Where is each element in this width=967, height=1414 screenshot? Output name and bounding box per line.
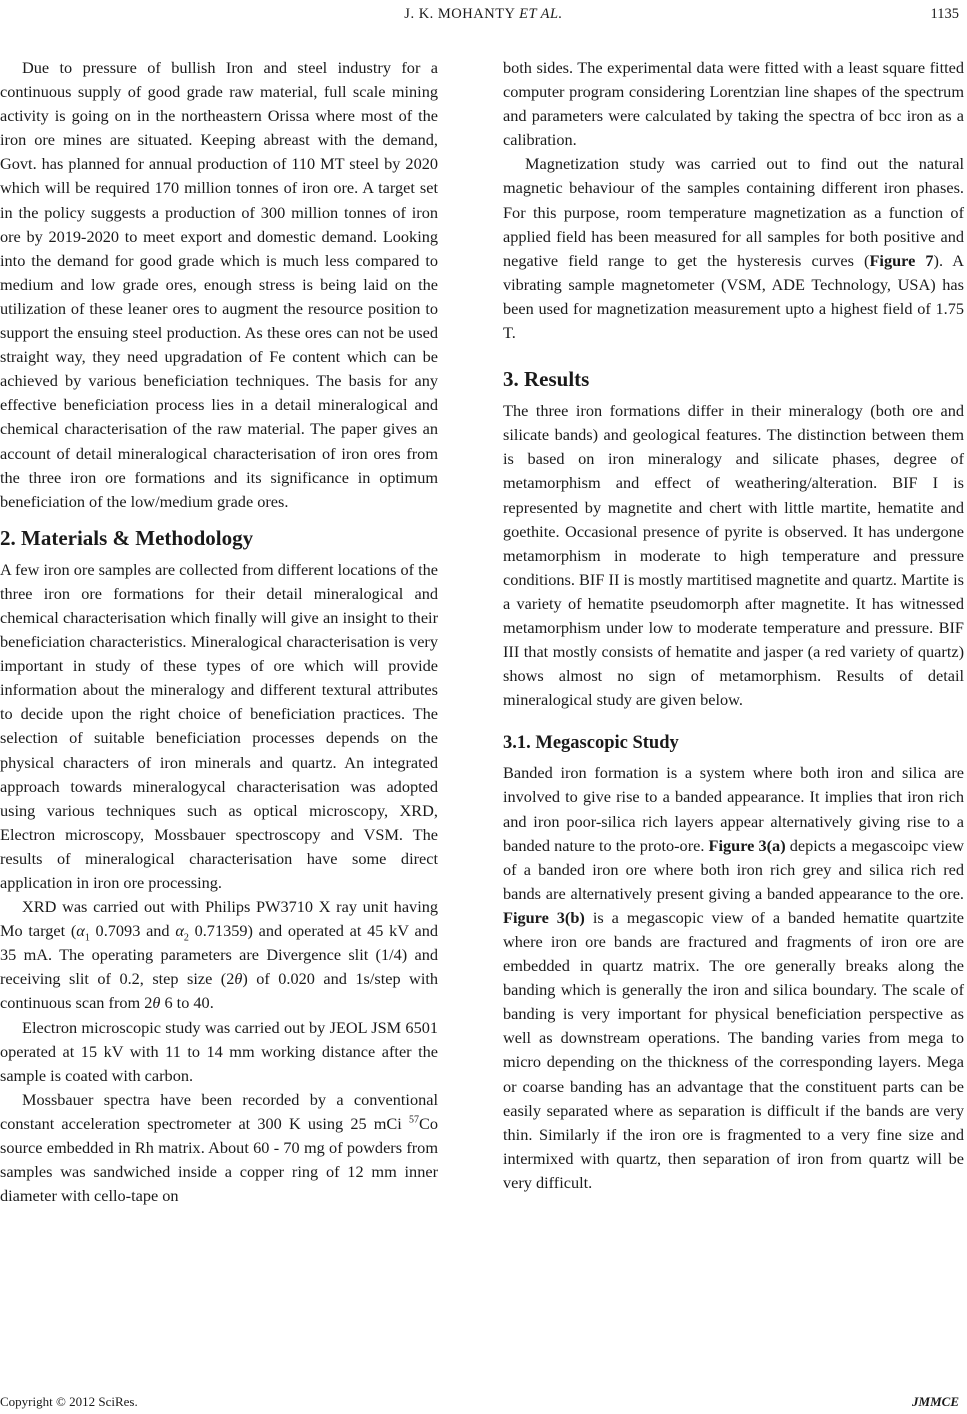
- header-et-al: ET AL.: [519, 6, 563, 22]
- figure-3b-reference: Figure 3(b): [503, 907, 585, 927]
- results-paragraph: The three iron formations differ in their mineralogy (both ore and silicate bands) and geological features. The distinction between them is based on iron mineralogy and silicate phases, degree of metamorphism and effect of weathering/alteration. BIF I is represented by magnetite and chert with little martite, hematite and goethite. Occasional presence of pyrite is observed. It has undergone metamorphism in moderate to high temperature and pressure conditions. BIF II is mostly martitised magnetite and quartz. Martite is a variety of hematite pseudomorph after magnetite. It has witnessed metamorphism under low to moderate temperature and pressure. BIF III that mostly consists of hematite and jasper (a red variety of quartz) shows almost no sign of metamorphism. Results of detail mineralogical study are given below.: [503, 401, 964, 710]
- mossbauer-paragraph: Mossbauer spectra have been recorded by a conventional constant acceleration spectrometer at 300 K using 25 mCi $^{57}$Co source embedded in Rh matrix. About 60 - 70 mg of powders from samples was sandwiched inside a copper ring of 12 mm inner diameter with cello-tape on: [0, 1089, 438, 1206]
- header-author: J. K. MOHANTY: [404, 6, 515, 22]
- running-header: [0, 6, 967, 23]
- figure-3a-reference: Figure 3(a): [708, 835, 786, 855]
- section-heading-methodology: 2. Materials & Methodology: [0, 525, 254, 550]
- mossbauer-continued-paragraph: both sides. The experimental data were fitted with a least square fitted computer program considering Lorentzian line shapes of the spectrum and parameters were calculated by taking the spectra of bcc iron as a calibration.: [503, 58, 964, 150]
- xrd-paragraph: XRD was carried out with Philips PW3710 X ray unit having Mo target ($\alpha_1$ 0.7093 and $\alpha_2$ 0.71359) and operated at 45 kV and 35 mA. The operating parameters are Divergence slit (1/4) and receiving slit of 0.2, step size (2θ) of 0.020 and 1s/step with continuous scan from 2θ 6 to 40.: [0, 897, 439, 1013]
- methodology-paragraph: A few iron ore samples are collected from different locations of the three iron ore formations for their detail mineralogical and chemical characterisation which finally will give an insight to their beneficiation characteristics. Mineralogical characterisation is very important in study of these types of ore which will provide information about the mineralogy and different textural attributes to decide upon the right choice of beneficiation practices. The selection of suitable beneficiation processes depends on the physical characters of iron minerals and quartz. An integrated approach towards mineralogycal characterisation was adopted using various techniques such as optical microscopy, XRD, Electron microscopy, Mossbauer spectroscopy and VSM. The results of mineralogical characterisation have some direct application in iron ore processing.: [0, 559, 438, 892]
- footer-journal: JMMCE: [912, 1394, 959, 1409]
- intro-paragraph: Due to pressure of bullish Iron and steel industry for a continuous supply of good grade raw material, full scale mining activity is going on in the northeastern Orissa where most of the iron ore mines are situated. Keeping abreast with the demand, Govt. has planned for annual production of 110 MT steel by 2020 which will be required 170 million tonnes of iron ore. A target set in the policy suggests a production of 300 million tonnes of iron ore by 2019-2020 to meet export and domestic demand. Looking into the demand for good grade which is much less compared to medium and low grade ores, enough stress is being laid on the utilization of these leaner ores to augment the resource position to support the ensuing steel production. As these ores can not be used straight way, they need upgradation of Fe content which can be achieved by various beneficiation techniques. The basis for any effective beneficiation process lies in a detail mineralogical and chemical characterisation of the raw material. The paper gives an account of detail mineralogical characterisation of iron ores from the three iron ore formations and its significance in optimum beneficiation of the low/medium grade ores.: [0, 58, 438, 511]
- page-number: 1135: [930, 6, 959, 22]
- magnetization-paragraph: Magnetization study was carried out to find out the natural magnetic behaviour of the samples containing different iron phases. For this purpose, room temperature magnetization as a function of applied field has been measured for all samples for both positive and negative field range to get the hysteresis curves (Figure 7). A vibrating sample magnetometer (VSM, ADE Technology, USA) has been used for magnetization measurement upto a highest field of 1.75 T.: [503, 154, 964, 343]
- section-heading-results: 3. Results: [503, 367, 590, 392]
- footer-copyright: Copyright © 2012 SciRes.: [0, 1394, 138, 1409]
- right-column: [503, 56, 964, 1195]
- megascopic-paragraph: Banded iron formation is a system where both iron and silica are involved to give rise to a banded appearance. It implies that iron rich and iron poor-silica rich layers appear alternatively giving rise to a banded nature to the proto-ore. Figure 3(a) depicts a megascoipc view of a banded iron ore where both iron rich grey and silica rich red bands are alternatively present giving a banded appearance to the ore. Figure 3(b) is a megascopic view of a banded hematite quartzite where iron ore bands are fractured and fragments of iron ore are embedded in quartz matrix. The ore generally breaks along the banding which is generally the iron and silica boundary. The scale of banding is very important for physical beneficiation perspective as well as downstream operations. The banding varies from mega to micro depending on the thickness of the corresponding layers. Mega or coarse banding has an advantage that the constituent parts can be easily separated where as separation is difficult if the bands are very thin. Similarly if the iron ore is fragmented to a very fine size and intermixed with quartz, then separation of iron from quartz will be very difficult.: [503, 763, 965, 1192]
- figure-7-reference: Figure 7: [869, 250, 934, 270]
- left-column: [0, 56, 438, 1208]
- subsection-heading-megascopic: 3.1. Megascopic Study: [503, 733, 679, 754]
- electron-microscopy-paragraph: Electron microscopic study was carried out by JEOL JSM 6501 operated at 15 kV with 11 to 14 mm working distance after the sample is coated with carbon.: [0, 1017, 438, 1085]
